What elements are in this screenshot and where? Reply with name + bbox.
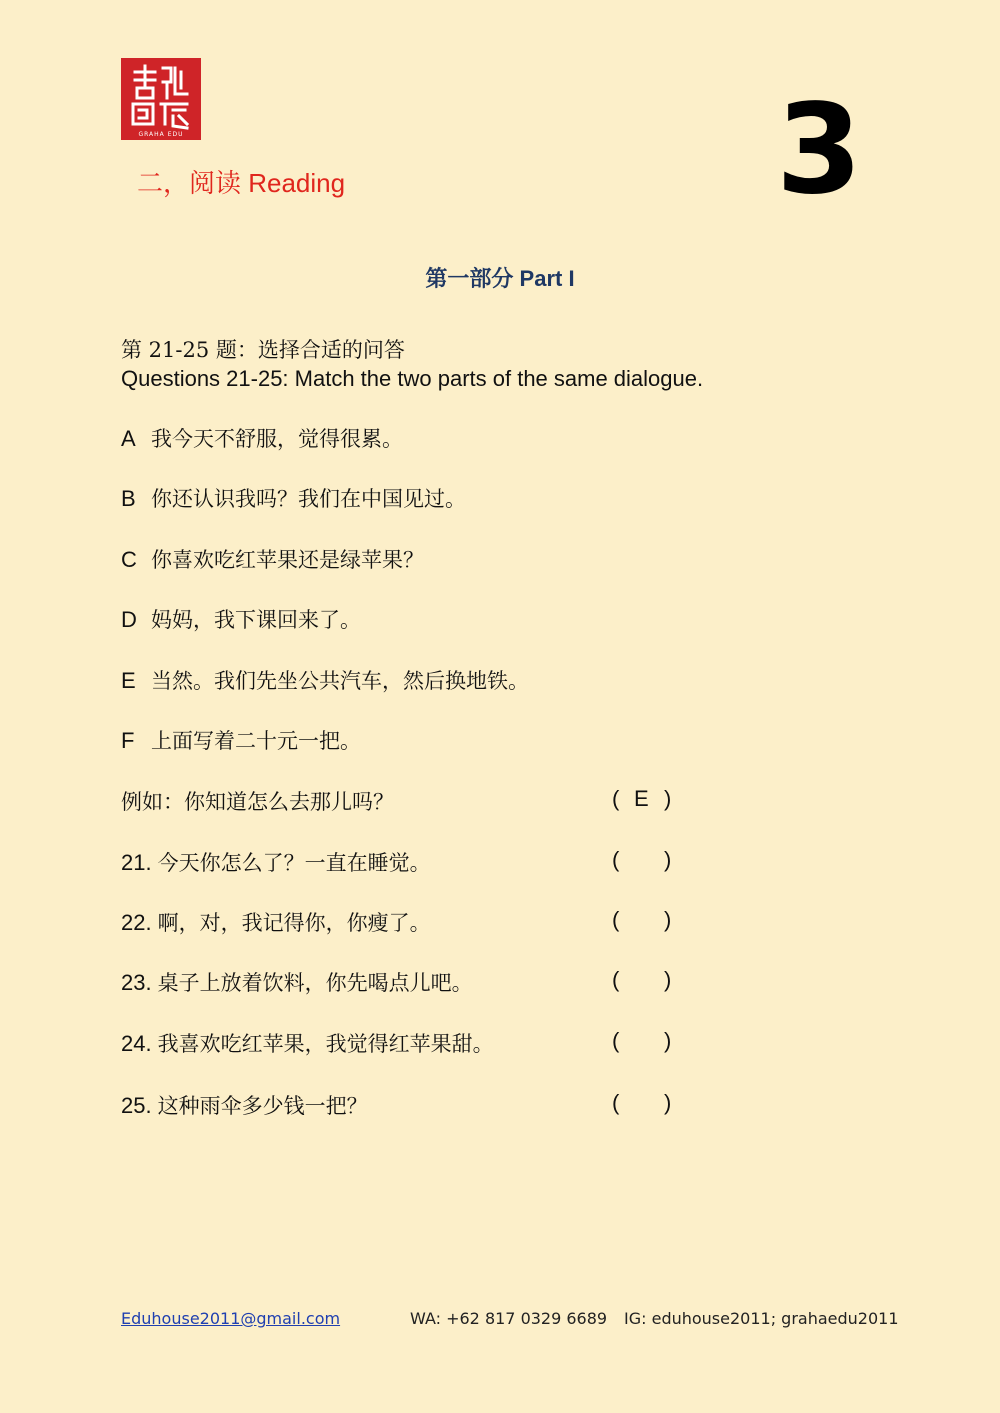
option-letter: A — [121, 426, 136, 451]
question-22 — [121, 907, 431, 937]
option-f — [121, 725, 361, 755]
example-text: 例如：你知道怎么去那儿吗？ — [121, 790, 394, 814]
question-number: 25. — [121, 1093, 152, 1118]
option-letter: F — [121, 728, 135, 753]
footer-email-link[interactable]: Eduhouse2011@gmail.com — [121, 1309, 341, 1328]
example-question — [121, 786, 394, 816]
instruction-chinese: 第 21-25 题：选择合适的问答 — [121, 338, 405, 362]
question-number: 21. — [121, 850, 152, 875]
section-title: 二，阅读 Reading — [137, 168, 346, 198]
option-letter: D — [121, 607, 137, 632]
option-text: 我今天不舒服，觉得很累。 — [151, 427, 403, 451]
option-b — [121, 483, 466, 513]
question-21 — [121, 847, 431, 877]
question-25 — [121, 1090, 368, 1120]
logo-seal-icon — [121, 58, 201, 140]
option-c — [121, 544, 424, 574]
footer-whatsapp: WA: +62 817 0329 6689 — [410, 1309, 608, 1328]
option-text: 你喜欢吃红苹果还是绿苹果？ — [151, 548, 424, 572]
question-number: 23. — [121, 970, 152, 995]
instruction-english: Questions 21-25: Match the two parts of the same dialogue. — [121, 366, 704, 391]
example-answer: E — [634, 786, 649, 811]
logo-caption: GRAHA EDU — [138, 131, 184, 138]
question-23 — [121, 967, 473, 997]
question-text: 我喜欢吃红苹果，我觉得红苹果甜。 — [157, 1032, 494, 1056]
option-d — [121, 604, 361, 634]
footer-instagram: IG: eduhouse2011; grahaedu2011 — [624, 1309, 899, 1328]
option-text: 上面写着二十元一把。 — [151, 729, 361, 753]
page-number: 3 — [776, 78, 863, 222]
option-letter: C — [121, 547, 137, 572]
question-text: 桌子上放着饮料，你先喝点儿吧。 — [157, 971, 473, 995]
question-number: 24. — [121, 1031, 152, 1056]
option-text: 当然。我们先坐公共汽车，然后换地铁。 — [151, 669, 529, 693]
option-a — [121, 423, 403, 453]
option-e — [121, 665, 529, 695]
option-text: 你还认识我吗？我们在中国见过。 — [151, 487, 466, 511]
logo — [121, 58, 201, 140]
question-24 — [121, 1028, 494, 1058]
option-letter: E — [121, 668, 136, 693]
option-text: 妈妈，我下课回来了。 — [151, 608, 361, 632]
question-text: 这种雨伞多少钱一把？ — [157, 1094, 368, 1118]
question-text: 今天你怎么了？一直在睡觉。 — [157, 851, 431, 875]
part-title: 第一部分 Part I — [425, 266, 575, 291]
question-text: 啊，对，我记得你，你瘦了。 — [157, 911, 431, 935]
question-number: 22. — [121, 910, 152, 935]
option-letter: B — [121, 486, 136, 511]
